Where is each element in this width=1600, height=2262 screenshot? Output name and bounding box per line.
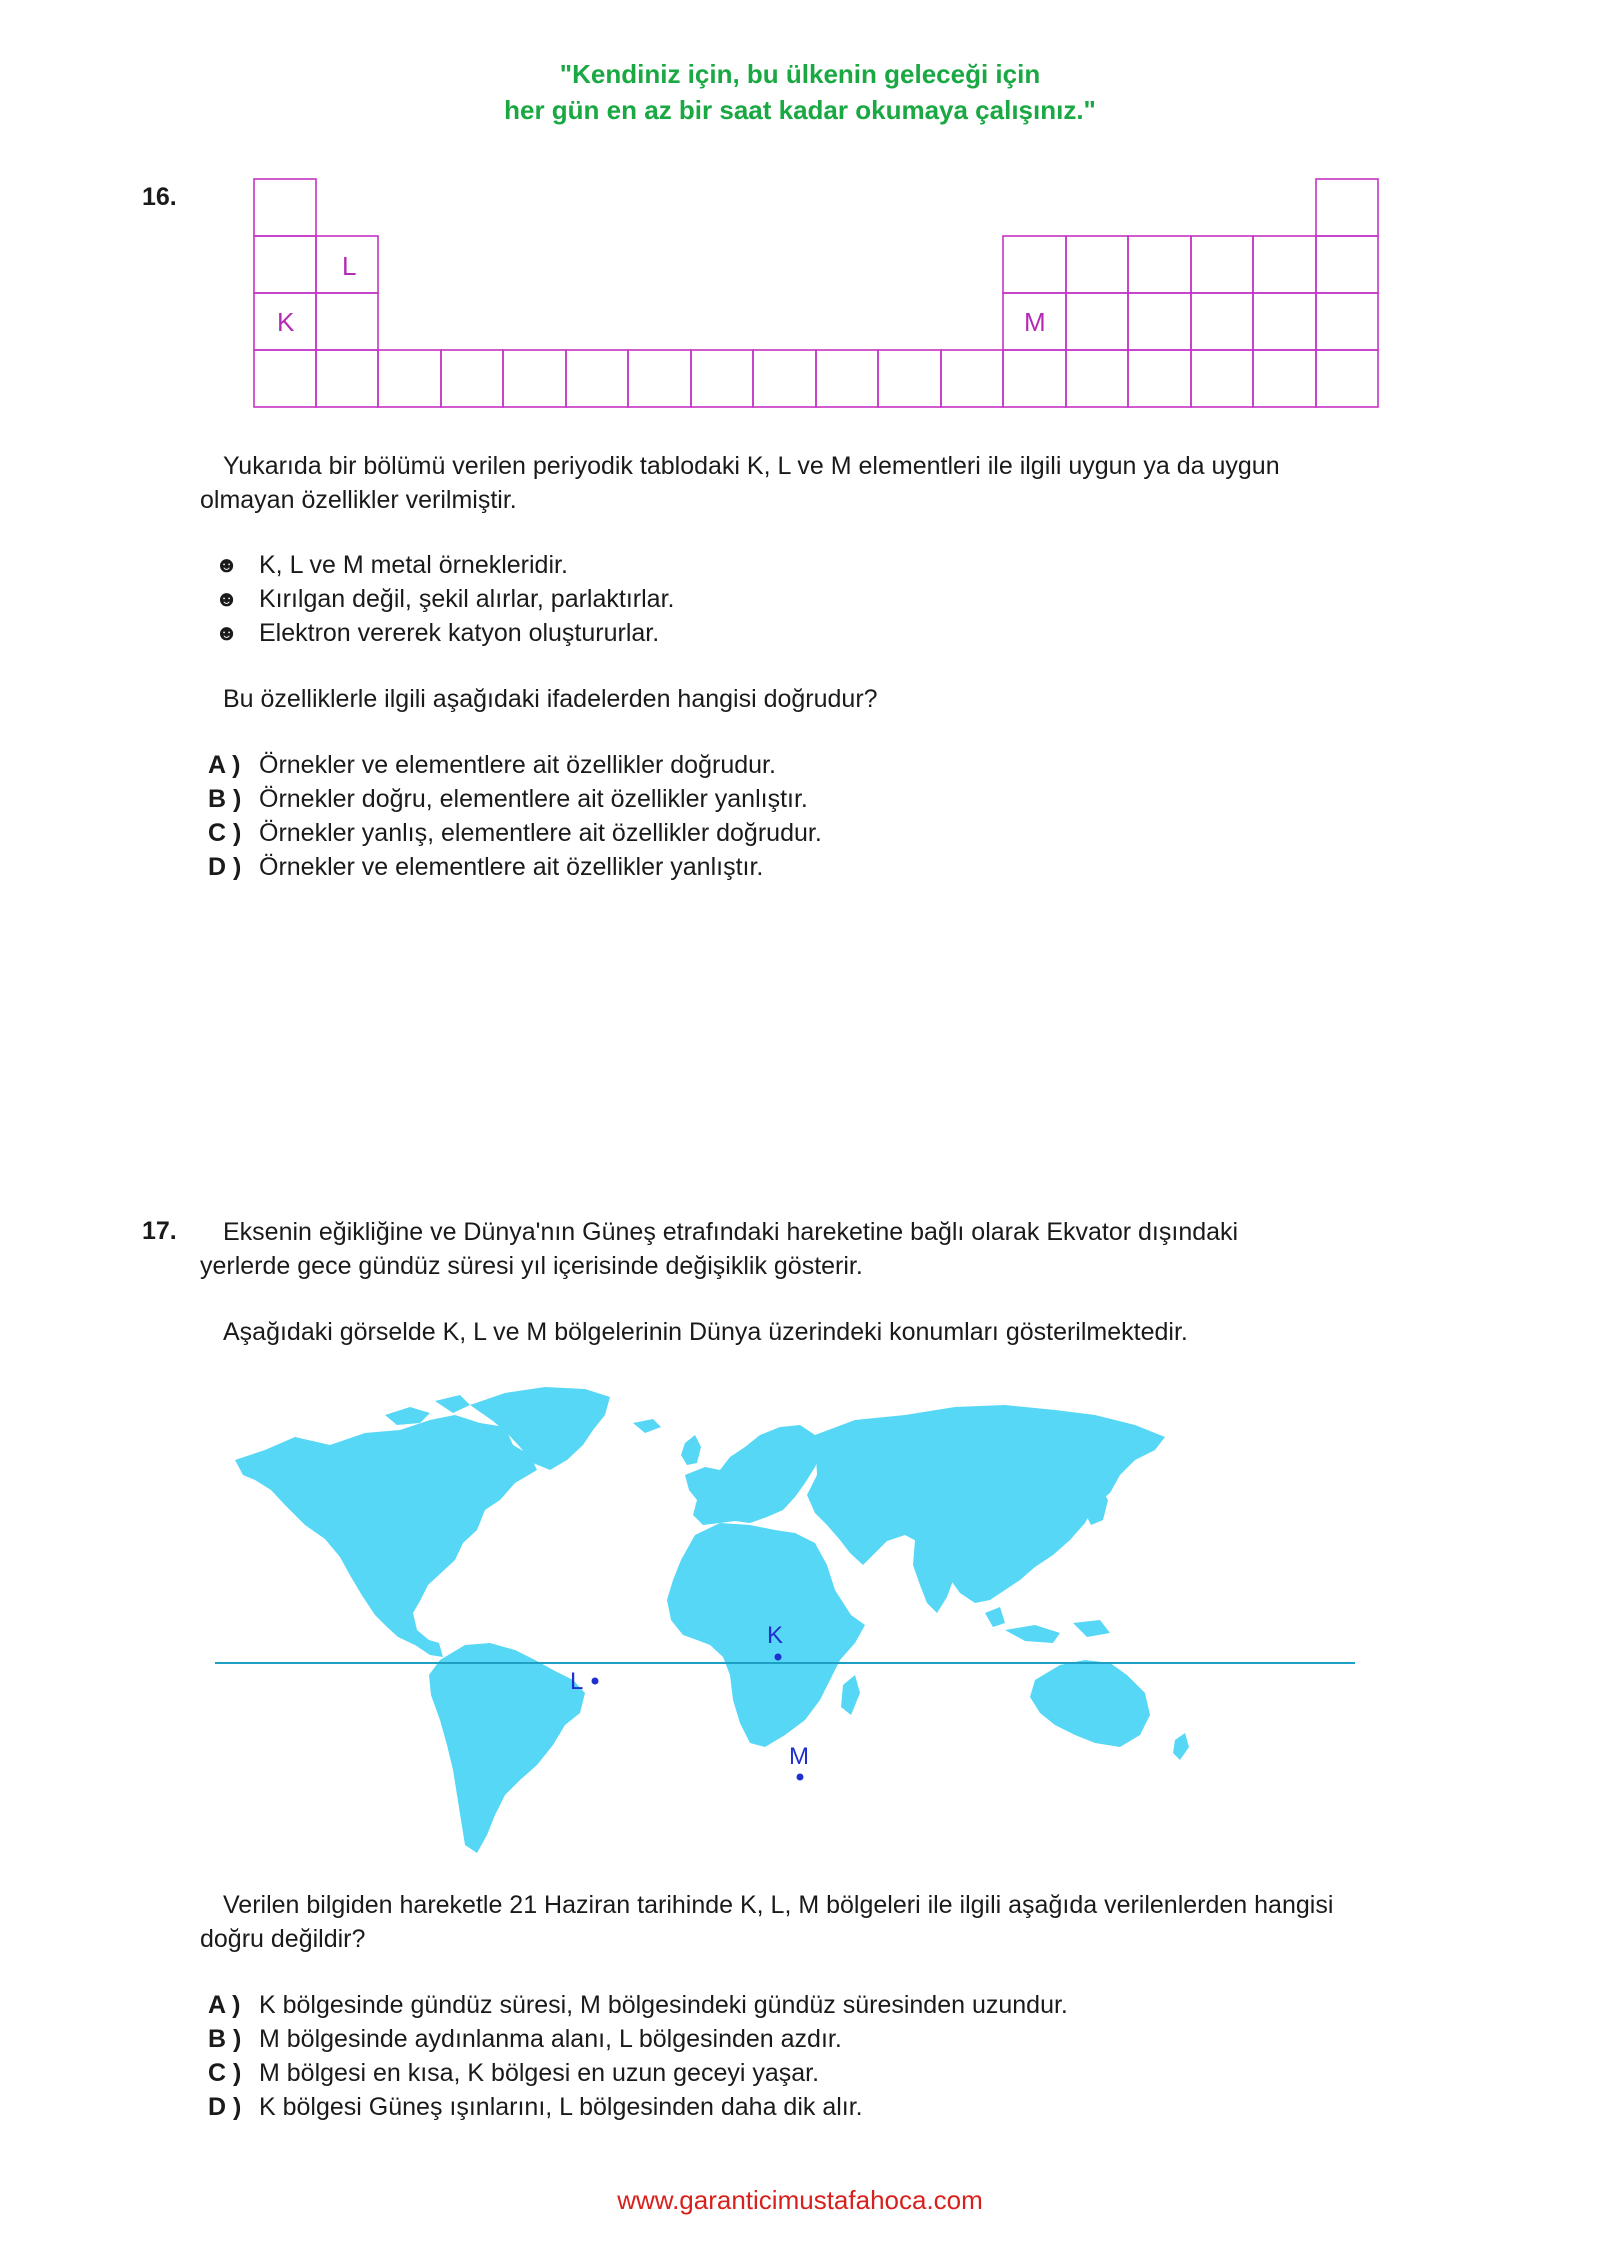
header-line-1: "Kendiniz için, bu ülkenin geleceği için	[559, 59, 1041, 89]
continents	[235, 1387, 1189, 1853]
answer-option-b[interactable]	[208, 782, 822, 816]
map-label-K: K	[767, 1622, 784, 1649]
smiley-bullet-icon: ☻	[215, 552, 239, 577]
marker-M	[797, 1774, 804, 1781]
option-label: A )	[208, 751, 241, 779]
question-17-options	[208, 1988, 1068, 2124]
element-label-K: K	[277, 307, 295, 337]
option-text: K bölgesinde gündüz süresi, M bölgesindeki gündüz süresinden uzundur.	[259, 1991, 1068, 2019]
option-label: D )	[208, 2093, 242, 2121]
option-text: Örnekler doğru, elementlere ait özellikler yanlıştır.	[259, 785, 808, 813]
option-label: C )	[208, 819, 242, 847]
answer-option-d[interactable]	[208, 850, 822, 884]
question-16-properties-list	[215, 548, 674, 650]
option-text: M bölgesi en kısa, K bölgesi en uzun geceyi yaşar.	[259, 2059, 820, 2087]
option-text: Örnekler ve elementlere ait özellikler yanlıştır.	[259, 853, 764, 881]
option-label: D )	[208, 853, 242, 881]
option-text: Örnekler ve elementlere ait özellikler doğrudur.	[259, 751, 776, 779]
periodic-table-fragment	[253, 178, 1379, 408]
answer-option-b[interactable]	[208, 2022, 1068, 2056]
element-label-M: M	[1024, 307, 1046, 337]
option-label: B )	[208, 785, 242, 813]
question-17-map-intro: Aşağıdaki görselde K, L ve M bölgelerinin Dünya üzerindeki konumları gösterilmektedir.	[223, 1318, 1188, 1346]
marker-L	[592, 1678, 599, 1685]
element-label-L: L	[342, 251, 357, 281]
marker-K	[775, 1654, 782, 1661]
property-text: Kırılgan değil, şekil alırlar, parlaktırlar.	[259, 585, 675, 613]
question-16-prompt: Bu özelliklerle ilgili aşağıdaki ifadelerden hangisi doğrudur?	[223, 685, 878, 713]
question-17-prompt-line-2: doğru değildir?	[200, 1925, 366, 1953]
motivational-header	[0, 56, 1600, 128]
smiley-bullet-icon: ☻	[215, 586, 239, 611]
answer-option-c[interactable]	[208, 816, 822, 850]
list-item	[215, 616, 674, 650]
question-17-prompt-line-1: Verilen bilgiden hareketle 21 Haziran tarihinde K, L, M bölgeleri ile ilgili aşağıda verilenlerden hangisi	[223, 1891, 1334, 1919]
answer-option-a[interactable]	[208, 1988, 1068, 2022]
option-text: Örnekler yanlış, elementlere ait özellikler doğrudur.	[259, 819, 822, 847]
periodic-table-grid	[254, 179, 1378, 407]
property-text: K, L ve M metal örnekleridir.	[259, 551, 568, 579]
option-label: A )	[208, 1991, 241, 2019]
answer-option-c[interactable]	[208, 2056, 1068, 2090]
footer-website-link[interactable]: www.garanticimustafahoca.com	[617, 2185, 983, 2215]
question-17-number: 17.	[142, 1217, 177, 1245]
question-17-intro-line-1: Eksenin eğikliğine ve Dünya'nın Güneş etrafındaki hareketine bağlı olarak Ekvator dışındaki	[223, 1218, 1239, 1246]
header-line-2: her gün en az bir saat kadar okumaya çalışınız."	[504, 95, 1096, 125]
answer-option-d[interactable]	[208, 2090, 1068, 2124]
list-item	[215, 582, 674, 616]
question-16-intro-line-2: olmayan özellikler verilmiştir.	[200, 486, 517, 514]
question-16-intro-line-1: Yukarıda bir bölümü verilen periyodik tablodaki K, L ve M elementleri ile ilgili uygun ya da uygun	[223, 452, 1280, 480]
answer-option-a[interactable]	[208, 748, 822, 782]
option-text: M bölgesinde aydınlanma alanı, L bölgesinden azdır.	[259, 2025, 842, 2053]
question-16-number: 16.	[142, 183, 177, 211]
question-17-intro-line-2: yerlerde gece gündüz süresi yıl içerisinde değişiklik gösterir.	[200, 1252, 863, 1280]
property-text: Elektron vererek katyon oluştururlar.	[259, 619, 660, 647]
option-text: K bölgesi Güneş ışınlarını, L bölgesinden daha dik alır.	[259, 2093, 863, 2121]
smiley-bullet-icon: ☻	[215, 620, 239, 645]
world-map	[215, 1375, 1355, 1855]
map-label-M: M	[789, 1743, 809, 1770]
map-label-L: L	[570, 1668, 584, 1695]
option-label: B )	[208, 2025, 242, 2053]
option-label: C )	[208, 2059, 242, 2087]
list-item	[215, 548, 674, 582]
question-16-options	[208, 748, 822, 884]
